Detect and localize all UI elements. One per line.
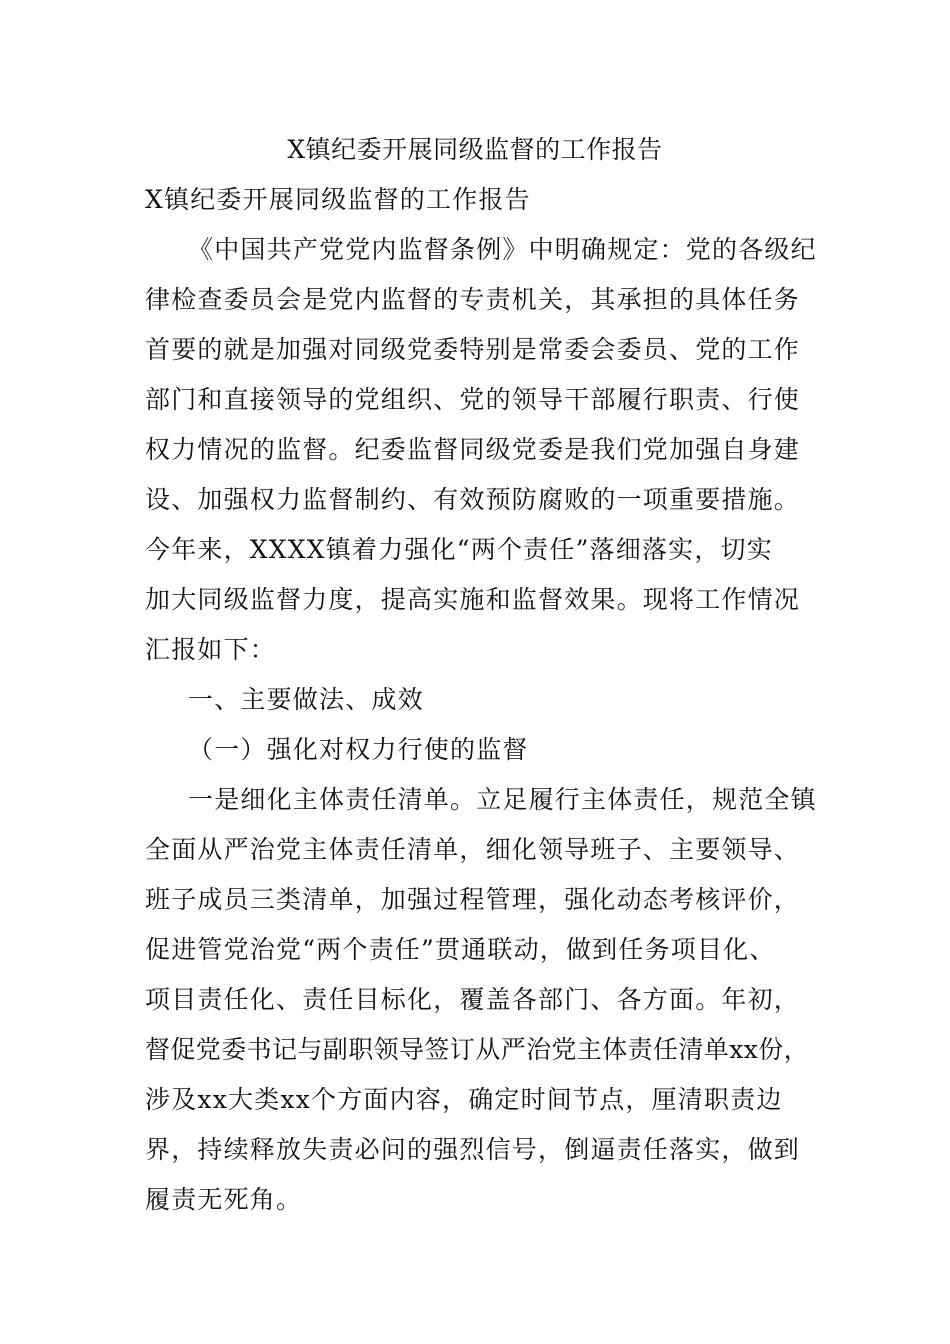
intro-line: 设、加强权力监督制约、有效预防腐败的一项重要措施。 xyxy=(145,485,801,514)
intro-line: 今年来，XXXX镇着力强化“两个责任”落细落实，切实 xyxy=(145,535,773,564)
body-line: 履责无死角。 xyxy=(145,1185,303,1214)
intro-line: 加大同级监督力度，提高实施和监督效果。现将工作情况 xyxy=(145,585,801,614)
body-line: 项目责任化、责任目标化，覆盖各部门、各方面。年初， xyxy=(145,985,801,1014)
subsection-heading: （一）强化对权力行使的监督 xyxy=(188,735,529,764)
body-line: 涉及xx大类xx个方面内容，确定时间节点，厘清职责边 xyxy=(145,1085,783,1114)
body-line: 界，持续释放失责必问的强烈信号，倒逼责任落实，做到 xyxy=(145,1135,801,1164)
body-line: 全面从严治党主体责任清单，细化领导班子、主要领导、 xyxy=(145,835,801,864)
intro-line: 汇报如下： xyxy=(145,635,277,664)
body-line: 一是细化主体责任清单。立足履行主体责任，规范全镇 xyxy=(188,785,817,814)
document-subtitle: X镇纪委开展同级监督的工作报告 xyxy=(145,185,531,214)
intro-line: 律检查委员会是党内监督的专责机关，其承担的具体任务 xyxy=(145,285,801,314)
section-heading: 一、主要做法、成效 xyxy=(188,685,424,714)
intro-line: 《中国共产党党内监督条例》中明确规定：党的各级纪 xyxy=(188,235,817,264)
body-line: 促进管党治党“两个责任”贯通联动，做到任务项目化、 xyxy=(145,935,776,964)
intro-line: 部门和直接领导的党组织、党的领导干部履行职责、行使 xyxy=(145,385,801,414)
body-line: 班子成员三类清单，加强过程管理，强化动态考核评价， xyxy=(145,885,801,914)
intro-line: 首要的就是加强对同级党委特别是常委会委员、党的工作 xyxy=(145,335,801,364)
intro-line: 权力情况的监督。纪委监督同级党委是我们党加强自身建 xyxy=(145,435,801,464)
body-line: 督促党委书记与副职领导签订从严治党主体责任清单xx份， xyxy=(145,1035,810,1064)
document-title: X镇纪委开展同级监督的工作报告 xyxy=(287,135,663,164)
